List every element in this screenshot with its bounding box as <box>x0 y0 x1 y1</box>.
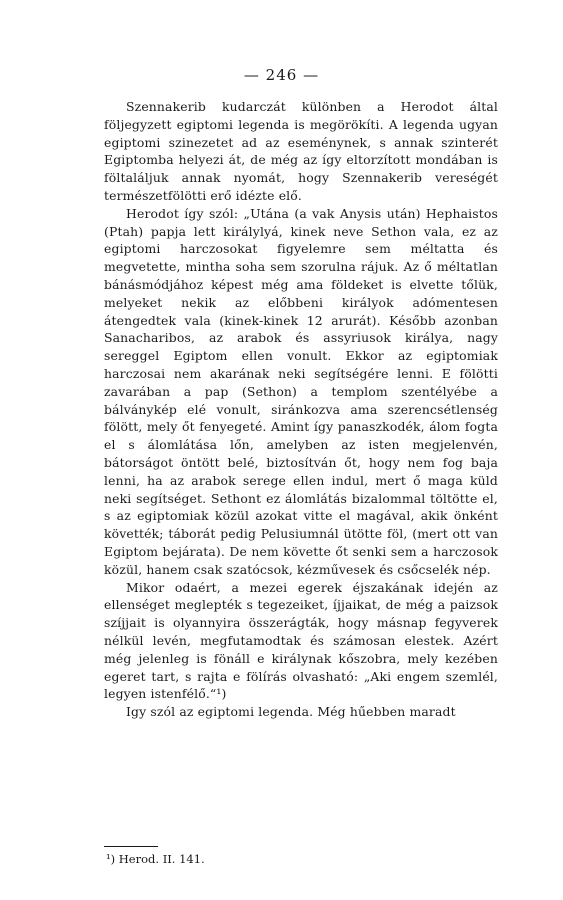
footnote <box>106 852 205 866</box>
footnote-separator <box>104 846 158 847</box>
paragraph-1: Szennakerib kudarczát különben a Herodot által följegyzett egiptomi legenda is megörökíti. A legenda ugyan egiptomi szinezetet ad az eseménynek, s annak szinterét Egiptomba helyezi át, de még az így eltorzított mondában is föltaláljuk annak nyomát, hogy Szennakerib vereségét természetfölötti erő idézte elő. <box>104 99 498 203</box>
paragraph-4: Igy szól az egiptomi legenda. Még hűebben maradt <box>126 704 456 720</box>
body-text <box>104 98 498 721</box>
page-number: — 246 — <box>243 66 320 84</box>
footnote-text: Herod. II. 141. <box>118 852 205 866</box>
paragraph-2: Herodot így szól: „Utána (a vak Anysis után) Hephaistos (Ptah) papja lett királylyá, kinek neve Sethon vala, ez az egiptomi harczosokat figyelemre sem méltatta és megvetette, mintha soha sem szorulna rájuk. Az ő méltatlan bánásmódjához képest még ama földeket is elvette tőlük, melyeket nekik az előbbeni királyok adómentesen átengedtek vala (kinek-kinek 12 arurát). Később azonban Sanacharibos, az arabok és assyriusok királya, nagy sereggel Egiptom ellen vonult. Ekkor az egiptomiak harczosai nem akarának neki segítségére lenni. E fölötti zavarában a pap (Sethon) a templom szentélyébe a bálványkép elé vonult, siránkozva ama szerencsétlenség fölött, mely őt fenyegeté. Amint így panaszkodék, álom fogta el s álomlátása lőn, amelyben az isten megjelenvén, bátorságot öntött belé, biztosítván őt, hogy nem fog baja lenni, ha az arabok serege ellen indul, mert ő maga küld neki segítséget. Sethont ez álomlátás bizalommal töltötte el, s az egiptomiak közül azokat vitte el magával, akik önként követték; táborát pedig Pelusiumnál ütötte föl, (mert ott van Egiptom bejárata). De nem követte őt senki sem a harczosok közül, hanem csak szatócsok, kézművesek és csőcselék nép. <box>104 205 498 577</box>
footnote-marker: ¹) <box>106 852 116 866</box>
paragraph-3: Mikor odaért, a mezei egerek éjszakának idején az ellenséget meglepték s tegezeiket, íjjaikat, de még a paizsok szíjjait is olyannyira összerágták, hogy másnap fegyverek nélkül levén, megfutamodtak és számosan elestek. Azért még jelenleg is fönáll e királynak kőszobra, mely kezében egeret tart, s rajta e fölírás olvasható: „Aki engem szemlél, legyen istenfélő.“¹) <box>104 579 498 702</box>
